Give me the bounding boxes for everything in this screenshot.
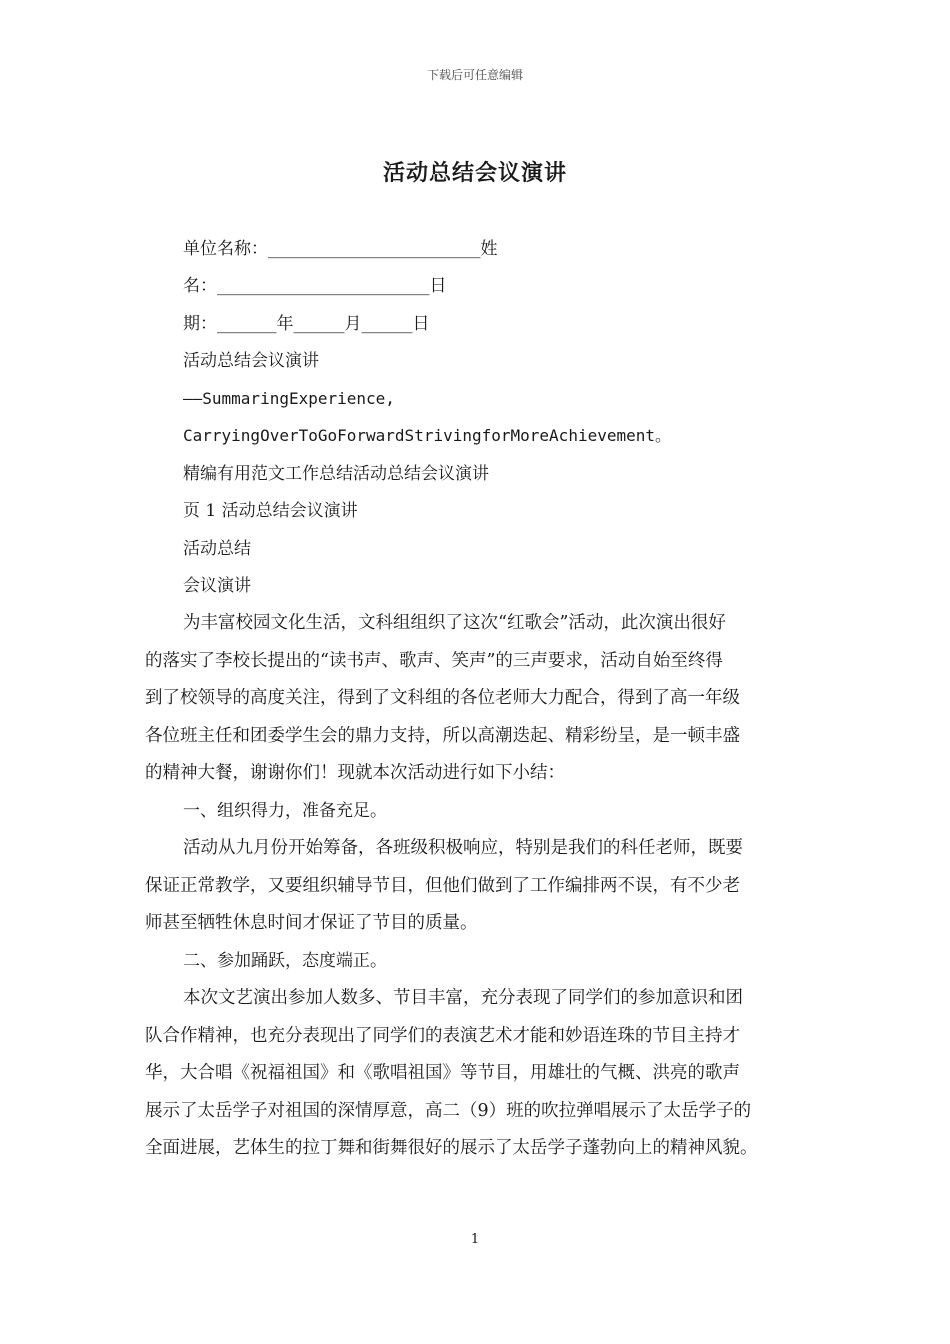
section-heading-2: 二、参加踊跃，态度端正。	[183, 951, 387, 971]
text-line: CarryingOverToGoForwardStrivingforMoreAchievement。	[183, 426, 672, 445]
text-line: 活动总结会议演讲	[183, 351, 319, 371]
paragraph-line: 到了校领导的高度关注，得到了文科组的各位老师大力配合，得到了高一年级	[145, 688, 740, 708]
paragraph-line: 的精神大餐，谢谢你们！现就本次活动进行如下小结：	[145, 763, 565, 783]
paragraph-line: 队合作精神，也充分表现出了同学们的表演艺术才能和妙语连珠的节目主持才	[145, 1025, 740, 1046]
paragraph-intro	[145, 611, 815, 799]
paragraph-line: 的落实了李校长提出的“读书声、歌声、笑声”的三声要求，活动自始至终得	[145, 650, 723, 671]
paragraph-line: 华，大合唱《祝福祖国》和《歌唱祖国》等节目，用雄壮的气概、洪亮的歌声	[145, 1063, 740, 1083]
document-title: 活动总结会议演讲	[382, 161, 567, 186]
paragraph-line: 各位班主任和团委学生会的鼎力支持，所以高潮迭起、精彩纷呈，是一顿丰盛	[145, 725, 740, 746]
text-line: 精编有用范文工作总结活动总结会议演讲	[183, 464, 489, 484]
section-heading-1: 一、组织得力，准备充足。	[183, 801, 387, 821]
paragraph-line: 为丰富校园文化生活，文科组组织了这次“红歌会”活动，此次演出很好	[183, 613, 726, 633]
paragraph-line: 全面进展，艺体生的拉丁舞和街舞很好的展示了太岳学子蓬勃向上的精神风貌。	[145, 1138, 758, 1158]
paragraph-line: 本次文艺演出参加人数多、节目丰富，充分表现了同学们的参加意识和团	[183, 988, 743, 1008]
form-line-date: 期：_______年______月______日	[183, 314, 430, 334]
page-number: 1	[470, 1232, 480, 1247]
paragraph-participation	[145, 986, 815, 1174]
text-line: 页 1 活动总结会议演讲	[183, 501, 358, 521]
paragraph-line: 师甚至牺牲休息时间才保证了节目的质量。	[145, 913, 478, 933]
paragraph-line: 展示了太岳学子对祖国的深情厚意，高二（9）班的吹拉弹唱展示了太岳学子的	[145, 1100, 752, 1121]
text-line: 会议演讲	[183, 576, 251, 596]
text-line: 活动总结	[183, 539, 251, 559]
paragraph-line: 活动从九月份开始筹备，各班级积极响应，特别是我们的科任老师，既要	[183, 838, 743, 858]
form-line-name: 名：_________________________日	[183, 276, 447, 296]
paragraph-preparation	[145, 836, 815, 949]
form-line-unit: 单位名称：_________________________姓	[183, 239, 498, 259]
header-note: 下载后可任意编辑	[426, 68, 523, 82]
paragraph-line: 保证正常教学，又要组织辅导节目，但他们做到了工作编排两不误，有不少老	[145, 875, 740, 896]
text-line: ——SummaringExperience,	[183, 389, 395, 408]
